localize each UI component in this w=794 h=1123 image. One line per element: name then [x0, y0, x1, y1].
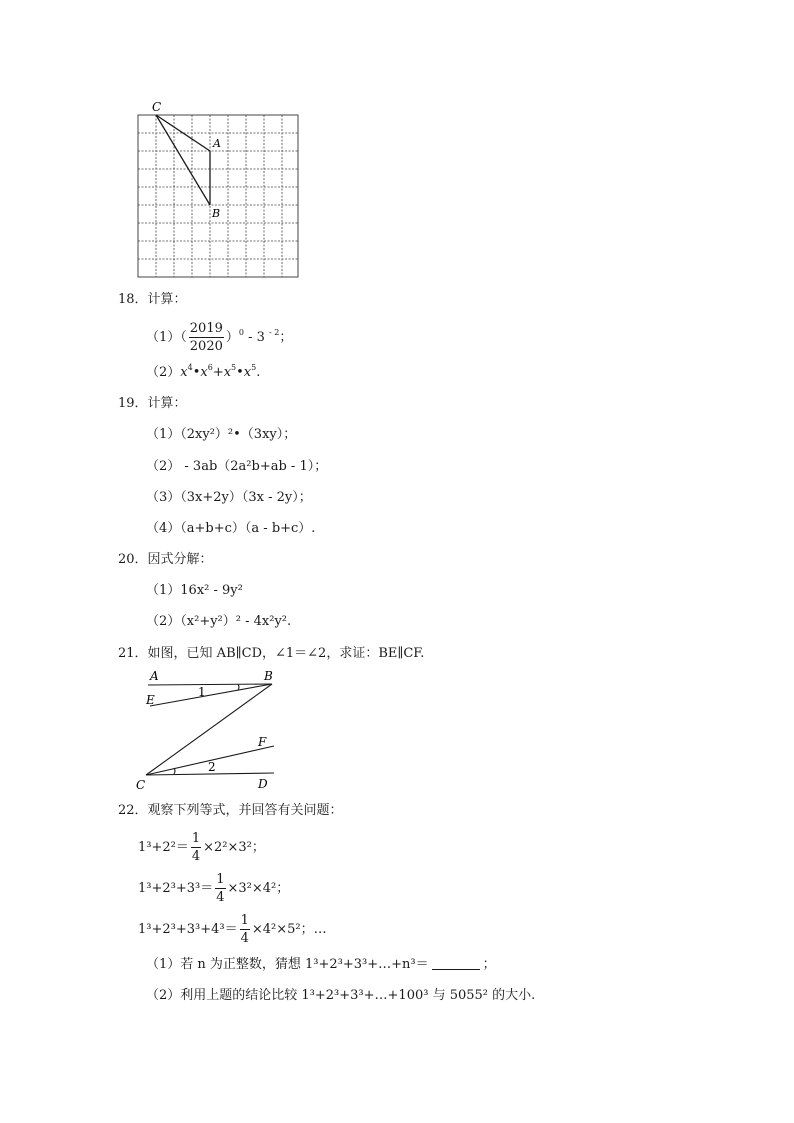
q19-part1: （1）（2xy²）²•（3xy）；: [146, 427, 297, 442]
q22-heading: 22．观察下列等式，并回答有关问题：: [118, 803, 343, 818]
q22-equation-3: 1³+2³+3³+4³＝ $\frac{1}{4}$ ×4²×5²；…: [138, 913, 327, 946]
q19-part4: （4）（a+b+c）（a - b+c）.: [146, 521, 316, 536]
q22-part2: （2）利用上题的结论比较 1³+2³+3³+…+100³ 与 5055² 的大小.: [146, 988, 536, 1003]
q19-part2: （2） - 3ab（2a²b+ab - 1）；: [146, 459, 328, 474]
grid-figure: [130, 98, 310, 283]
fraction-2019-2020: $\frac{2019}{2020}$: [189, 321, 223, 354]
svg-text:2: 2: [208, 760, 216, 774]
angle-1-arc: [238, 685, 239, 691]
line-eb: [150, 684, 272, 706]
line-ab: [148, 684, 272, 685]
label-c: C: [152, 100, 162, 114]
q18-part1-index: （1）（: [146, 330, 187, 345]
q21-heading: 21．如图，已知 AB∥CD，∠1＝∠2，求证：BE∥CF.: [118, 646, 425, 661]
q20-heading: 20．因式分解：: [118, 552, 213, 567]
svg-text:B: B: [264, 669, 273, 683]
q18-heading: 18．计算：: [118, 292, 187, 307]
angle-2-arc: [174, 768, 175, 774]
label-b: B: [212, 207, 221, 220]
triangle-abc: [156, 115, 210, 205]
label-a: A: [213, 137, 221, 150]
q18-part2: $(2)x^4•x^6+x^5•x^5$.: [146, 363, 261, 380]
q18-part1: （1）（ $\frac{2019}{2020}$ ）$^0$ - 3 $^{- 2}$；: [146, 321, 293, 354]
svg-text:E: E: [146, 693, 155, 707]
q20-part1: （1）16x² - 9y²: [146, 583, 243, 598]
q19-part3: （3）（3x+2y）（3x - 2y）；: [146, 490, 312, 505]
answer-blank[interactable]: [432, 958, 480, 970]
parallel-lines-figure: [130, 664, 290, 794]
svg-text:A: A: [150, 669, 159, 683]
q22-equation-1: 1³+2²＝ $\frac{1}{4}$ ×2²×3²；: [138, 831, 265, 864]
q20-part2: （2）（x²+y²）² - 4x²y².: [146, 614, 292, 629]
q22-equation-2: 1³+2³+3³＝ $\frac{1}{4}$ ×3²×4²；: [138, 872, 290, 905]
svg-text:1: 1: [198, 685, 206, 699]
svg-text:F: F: [258, 735, 267, 749]
q22-part1: （1）若 n 为正整数，猜想 1³+2³+3³+…+n³＝ ；: [146, 957, 496, 972]
q19-heading: 19．计算：: [118, 396, 187, 411]
svg-text:C: C: [136, 778, 146, 792]
svg-text:D: D: [258, 777, 268, 791]
